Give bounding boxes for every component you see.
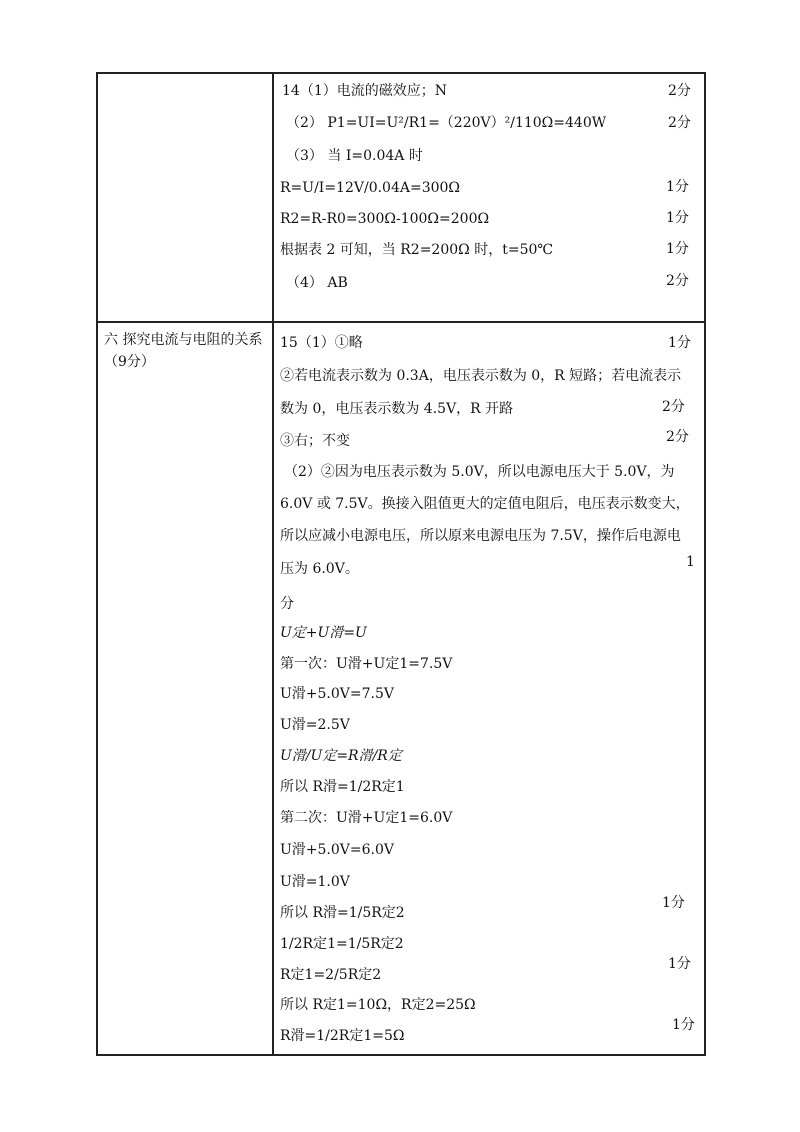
q15-line-6: 6.0V 或 7.5V。换接入阻值更大的定值电阻后，电压表示数变大， (280, 496, 690, 512)
score-q15-eq10: 1分 (668, 956, 691, 972)
score-q15-1: 1分 (668, 335, 691, 351)
q15-line-2: ②若电流表示数为 0.3A，电压表示数为 0，R 短路；若电流表示 (280, 368, 682, 384)
second-attempt: 第二次：U滑+U定1=6.0V (280, 810, 453, 826)
q14-line-3: （3） 当 I=0.04A 时 (286, 148, 423, 164)
equation-3: U滑=2.5V (280, 717, 350, 733)
table-border-top (96, 72, 706, 74)
equation-8: 所以 R滑=1/5R定2 (280, 905, 405, 921)
equation-7: U滑=1.0V (280, 874, 350, 890)
q15-line-7: 所以应减小电源电压，所以原来电源电压为 7.5V，操作后电源电 (280, 528, 681, 544)
score-q14-1: 2分 (668, 83, 691, 99)
score-q14-6: 1分 (666, 241, 689, 257)
table-border-right (704, 72, 706, 1056)
equation-11: 所以 R定1=10Ω，R定2=25Ω (280, 997, 476, 1013)
q14-line-5: R2=R-R0=300Ω-100Ω=200Ω (280, 211, 490, 227)
equation-9: 1/2R定1=1/5R定2 (280, 936, 404, 952)
row-divider (96, 321, 706, 323)
q14-line-2: （2） P1=UI=U²/R1=（220V）²/110Ω=440W (286, 115, 607, 131)
section-label: 六 探究电流与电阻的关系（9分） (104, 332, 263, 370)
equation-4: U滑/U定=R滑/R定 (280, 748, 402, 764)
q15-line-1: 15（1）①略 (280, 335, 363, 351)
score-q15-eq12: 1分 (672, 1017, 695, 1033)
q15-line-8: 压为 6.0V。 (280, 561, 359, 577)
q14-line-6: 根据表 2 可知，当 R2=200Ω 时，t=50℃ (280, 242, 554, 258)
q15-line-3: 数为 0，电压表示数为 4.5V，R 开路 (280, 401, 514, 417)
equation-1: U定+U滑=U (280, 625, 367, 641)
q14-line-7: （4） AB (286, 275, 348, 291)
equation-5: 所以 R滑=1/2R定1 (280, 779, 405, 795)
q15-line-9: 分 (280, 596, 294, 612)
equation-12: R滑=1/2R定1=5Ω (280, 1028, 405, 1044)
table-border-bottom (96, 1054, 706, 1056)
q14-line-4: R=U/I=12V/0.04A=300Ω (280, 180, 461, 196)
q15-line-5: （2）②因为电压表示数为 5.0V，所以电源电压大于 5.0V，为 (284, 464, 675, 480)
score-q15-eq8: 1分 (662, 895, 685, 911)
q14-line-1: 14（1）电流的磁效应；N (282, 83, 447, 99)
equation-6: U滑+5.0V=6.0V (280, 842, 395, 858)
score-q14-5: 1分 (666, 210, 689, 226)
score-q15-8: 1 (686, 554, 695, 570)
first-attempt: 第一次：U滑+U定1=7.5V (280, 656, 453, 672)
score-q15-3: 2分 (662, 399, 685, 415)
equation-10: R定1=2/5R定2 (280, 967, 382, 983)
table-border-left (96, 72, 98, 1056)
score-q14-7: 2分 (666, 273, 689, 289)
score-q15-4: 2分 (666, 429, 689, 445)
score-q14-4: 1分 (666, 179, 689, 195)
equation-2: U滑+5.0V=7.5V (280, 686, 395, 702)
q15-line-4: ③右；不变 (280, 433, 350, 449)
column-divider (272, 72, 274, 1056)
score-q14-2: 2分 (668, 115, 691, 131)
